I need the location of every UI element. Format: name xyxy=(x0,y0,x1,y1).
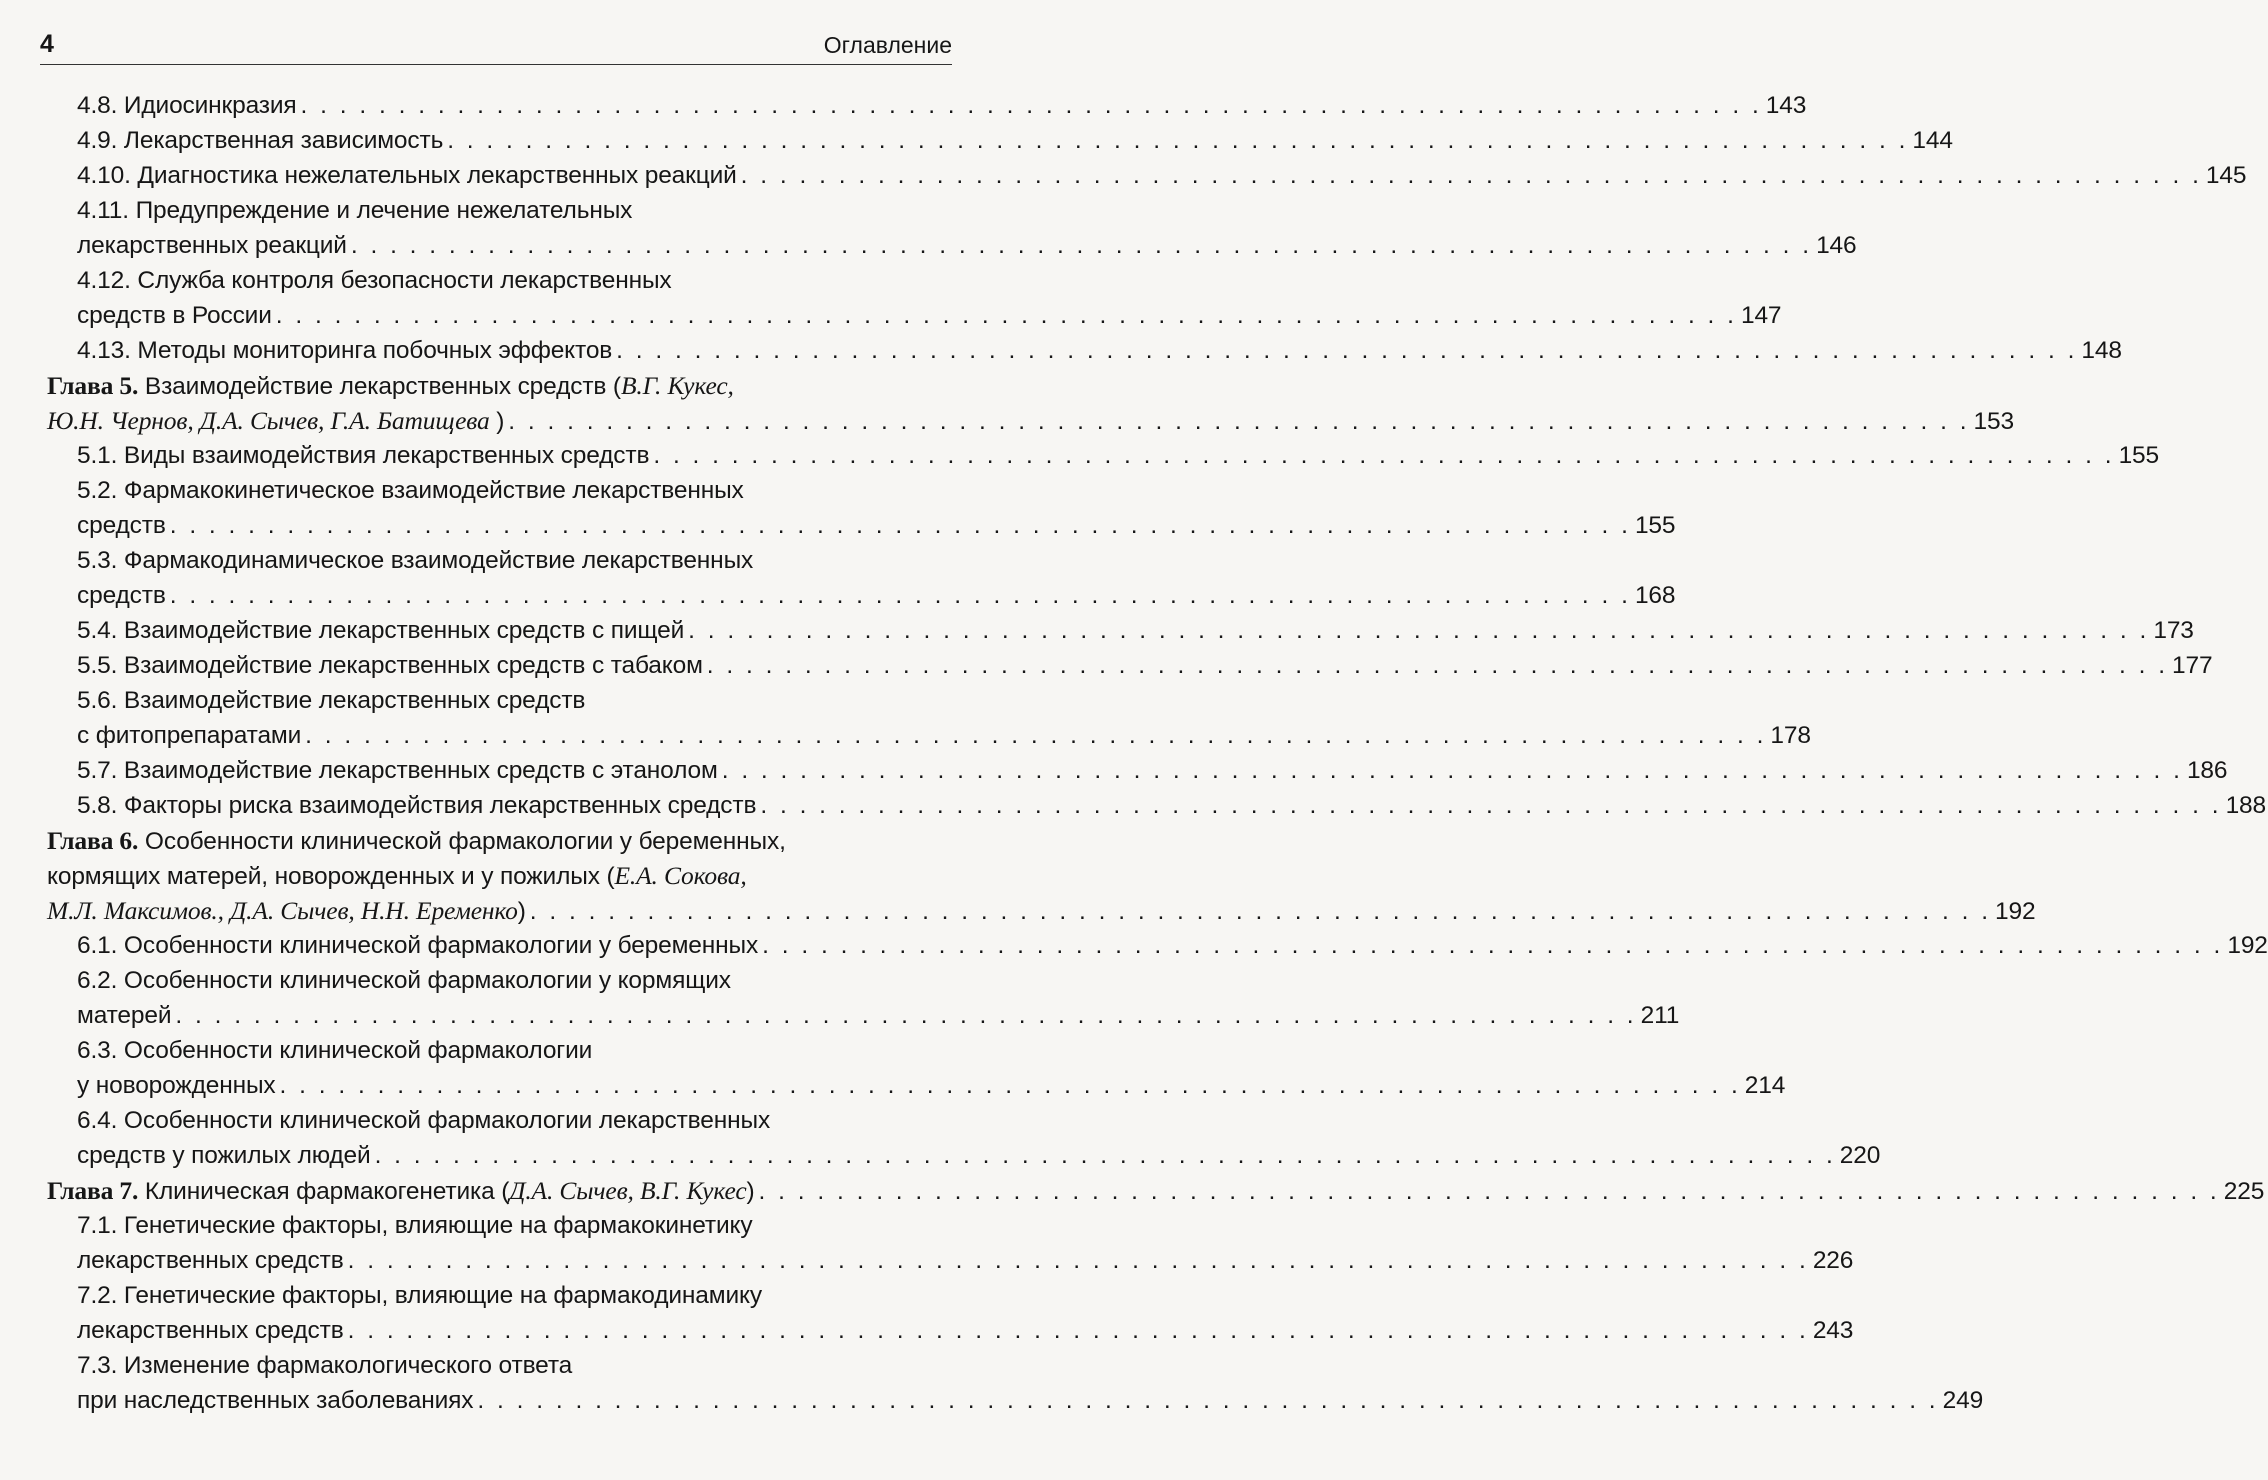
dot-leader: . . . . . . . . . . . . . . . . . . . . . . . . . . . . . . . . . . . . . . . . . . . . . . . . . . . . . . . . . . . . . . . . . . . . . . . . . . . xyxy=(616,337,2078,364)
toc-entry xyxy=(0,613,2194,648)
toc-chapter-continuation xyxy=(0,858,1000,893)
toc-page-number: 155 xyxy=(1634,512,1676,539)
toc-page-number: 147 xyxy=(1740,302,1782,329)
chapter-title-cont xyxy=(47,403,504,439)
toc-entry-continuation xyxy=(0,228,1857,263)
toc-entry xyxy=(0,928,2268,963)
chapter-paren: ) xyxy=(746,1178,755,1205)
chapter-paren: ) xyxy=(517,898,526,925)
toc-entry-title: 4.13. Методы мониторинга побочных эффектов xyxy=(77,337,613,364)
running-header xyxy=(40,30,952,65)
toc-entry-title: 5.8. Факторы риска взаимодействия лекарственных средств xyxy=(77,792,757,819)
dot-leader: . . . . . . . . . . . . . . . . . . . . . . . . . . . . . . . . . . . . . . . . . . . . . . . . . . . . . . . . . . . . . . . . . . . . . . . . . . . xyxy=(688,617,2150,644)
dot-leader: . . . . . . . . . . . . . . . . . . . . . . . . . . . . . . . . . . . . . . . . . . . . . . . . . . . . . . . . . . . . . . . . . . . . . . . . . . . xyxy=(762,932,2224,959)
dot-leader: . . . . . . . . . . . . . . . . . . . . . . . . . . . . . . . . . . . . . . . . . . . . . . . . . . . . . . . . . . . . . . . . . . . . . . . . . . . xyxy=(300,92,1762,119)
toc-entry xyxy=(0,333,2122,368)
toc-entry-title: 4.12. Служба контроля безопасности лекарственных xyxy=(77,267,672,294)
toc-page-number: 214 xyxy=(1744,1072,1786,1099)
toc-entry-title-cont: лекарственных средств xyxy=(77,1317,344,1344)
toc-page-number: 173 xyxy=(2153,617,2194,644)
dot-leader: . . . . . . . . . . . . . . . . . . . . . . . . . . . . . . . . . . . . . . . . . . . . . . . . . . . . . . . . . . . . . . . . . . . . . . . . . . . xyxy=(374,1142,1836,1169)
toc-entry-title: 4.11. Предупреждение и лечение нежелательных xyxy=(77,197,633,224)
dot-leader: . . . . . . . . . . . . . . . . . . . . . . . . . . . . . . . . . . . . . . . . . . . . . . . . . . . . . . . . . . . . . . . . . . . . . . . . . . . xyxy=(447,127,1909,154)
toc-entry-title: 6.2. Особенности клинической фармакологии у кормящих xyxy=(77,967,731,994)
running-title: Оглавление xyxy=(823,32,952,58)
toc-entry-continuation xyxy=(0,298,1782,333)
toc-entry-title: 4.9. Лекарственная зависимость xyxy=(77,127,444,154)
toc-page-number: 188 xyxy=(2225,792,2267,819)
toc-entry xyxy=(0,1278,1000,1313)
toc-page-number: 211 xyxy=(1640,1002,1680,1029)
toc-entry-continuation xyxy=(0,1243,1854,1278)
chapter-authors: М.Л. Максимов., Д.А. Сычев, Н.Н. Еременко xyxy=(47,896,518,925)
dot-leader: . . . . . . . . . . . . . . . . . . . . . . . . . . . . . . . . . . . . . . . . . . . . . . . . . . . . . . . . . . . . . . . . . . . . . . . . . . . xyxy=(347,1317,1809,1344)
toc-entry xyxy=(0,1348,1000,1383)
toc-entry-continuation xyxy=(0,998,1680,1033)
toc-entry-continuation xyxy=(0,1383,1984,1418)
toc-page-number: 186 xyxy=(2186,757,2228,784)
toc-entry-continuation xyxy=(0,508,1676,543)
toc-entry-title: 5.3. Фармакодинамическое взаимодействие лекарственных xyxy=(77,547,754,574)
chapter-title: Особенности клинической фармакологии у беременных, xyxy=(144,828,786,855)
dot-leader: . . . . . . . . . . . . . . . . . . . . . . . . . . . . . . . . . . . . . . . . . . . . . . . . . . . . . . . . . . . . . . . . . . . . . . . . . . . xyxy=(760,792,2222,819)
toc-entry-title-cont: у новорожденных xyxy=(77,1072,276,1099)
toc-entry-title: 7.1. Генетические факторы, влияющие на фармакокинетику xyxy=(77,1212,753,1239)
chapter-title-cont: кормящих матерей, новорожденных и у пожилых ( xyxy=(47,863,615,890)
dot-leader: . . . . . . . . . . . . . . . . . . . . . . . . . . . . . . . . . . . . . . . . . . . . . . . . . . . . . . . . . . . . . . . . . . . . . . . . . . . xyxy=(740,162,2202,189)
toc-entry-continuation xyxy=(0,718,1811,753)
dot-leader: . . . . . . . . . . . . . . . . . . . . . . . . . . . . . . . . . . . . . . . . . . . . . . . . . . . . . . . . . . . . . . . . . . . . . . . . . . . xyxy=(758,1178,2220,1205)
toc-entry xyxy=(0,963,1000,998)
toc-entry xyxy=(0,1033,1000,1068)
toc-entry-title: 5.4. Взаимодействие лекарственных средств с пищей xyxy=(77,617,685,644)
dot-leader: . . . . . . . . . . . . . . . . . . . . . . . . . . . . . . . . . . . . . . . . . . . . . . . . . . . . . . . . . . . . . . . . . . . . . . . . . . . xyxy=(279,1072,1741,1099)
dot-leader: . . . . . . . . . . . . . . . . . . . . . . . . . . . . . . . . . . . . . . . . . . . . . . . . . . . . . . . . . . . . . . . . . . . . . . . . . . . xyxy=(653,442,2115,469)
toc-entry-title-cont: лекарственных реакций xyxy=(77,232,347,259)
toc-page-number: 146 xyxy=(1816,232,1857,259)
chapter-title-text: Клиническая фармакогенетика ( xyxy=(144,1178,510,1205)
toc-entry-title-cont: средств xyxy=(77,512,166,539)
toc-page-number: 144 xyxy=(1912,127,1953,154)
toc-page-number: 220 xyxy=(1839,1142,1881,1169)
chapter-title-cont xyxy=(47,893,526,929)
toc-entry xyxy=(0,753,2228,788)
dot-leader: . . . . . . . . . . . . . . . . . . . . . . . . . . . . . . . . . . . . . . . . . . . . . . . . . . . . . . . . . . . . . . . . . . . . . . . . . . . xyxy=(169,582,1631,609)
dot-leader: . . . . . . . . . . . . . . . . . . . . . . . . . . . . . . . . . . . . . . . . . . . . . . . . . . . . . . . . . . . . . . . . . . . . . . . . . . . xyxy=(305,722,1767,749)
toc-page-number: 155 xyxy=(2118,442,2159,469)
toc-entry-title: 5.2. Фармакокинетическое взаимодействие лекарственных xyxy=(77,477,744,504)
dot-leader: . . . . . . . . . . . . . . . . . . . . . . . . . . . . . . . . . . . . . . . . . . . . . . . . . . . . . . . . . . . . . . . . . . . . . . . . . . . xyxy=(275,302,1737,329)
dot-leader: . . . . . . . . . . . . . . . . . . . . . . . . . . . . . . . . . . . . . . . . . . . . . . . . . . . . . . . . . . . . . . . . . . . . . . . . . . . xyxy=(706,652,2169,679)
toc-entry-title-cont: при наследственных заболеваниях xyxy=(77,1387,474,1414)
toc-entry-title: 5.6. Взаимодействие лекарственных средств xyxy=(77,687,586,714)
toc-entry-title-cont: матерей xyxy=(77,1002,172,1029)
chapter-label: Глава 7. xyxy=(47,1176,139,1205)
toc-page-number: 178 xyxy=(1770,722,1811,749)
toc-page-number: 249 xyxy=(1942,1387,1984,1414)
toc-entry xyxy=(0,648,2213,683)
toc-entry xyxy=(0,1208,1000,1243)
toc-page-number: 153 xyxy=(1973,408,2014,435)
dot-leader: . . . . . . . . . . . . . . . . . . . . . . . . . . . . . . . . . . . . . . . . . . . . . . . . . . . . . . . . . . . . . . . . . . . . . . . . . . . xyxy=(508,408,1970,435)
toc-page-number: 192 xyxy=(1995,898,2036,925)
dot-leader: . . . . . . . . . . . . . . . . . . . . . . . . . . . . . . . . . . . . . . . . . . . . . . . . . . . . . . . . . . . . . . . . . . . . . . . . . . . xyxy=(169,512,1631,539)
chapter-authors: Ю.Н. Чернов, Д.А. Сычев, Г.А. Батищева xyxy=(47,406,490,435)
toc-chapter xyxy=(0,1173,2265,1208)
chapter-title xyxy=(47,1173,755,1209)
toc-entry-title: 5.1. Виды взаимодействия лекарственных средств xyxy=(77,442,650,469)
toc-entry-title-cont: средств xyxy=(77,582,166,609)
toc-entry-title: 4.10. Диагностика нежелательных лекарственных реакций xyxy=(77,162,737,189)
toc-page-number: 145 xyxy=(2205,162,2247,189)
table-of-contents xyxy=(0,88,2268,1418)
toc-entry-title: 4.8. Идиосинкразия xyxy=(77,92,297,119)
dot-leader: . . . . . . . . . . . . . . . . . . . . . . . . . . . . . . . . . . . . . . . . . . . . . . . . . . . . . . . . . . . . . . . . . . . . . . . . . . . xyxy=(175,1002,1637,1029)
toc-entry xyxy=(0,473,1000,508)
dot-leader: . . . . . . . . . . . . . . . . . . . . . . . . . . . . . . . . . . . . . . . . . . . . . . . . . . . . . . . . . . . . . . . . . . . . . . . . . . . xyxy=(347,1247,1809,1274)
toc-entry-title: 6.4. Особенности клинической фармакологии лекарственных xyxy=(77,1107,771,1134)
toc-chapter xyxy=(0,823,1000,858)
toc-entry-continuation xyxy=(0,578,1676,613)
chapter-label: Глава 6. xyxy=(47,826,139,855)
toc-entry-continuation xyxy=(0,1313,1854,1348)
toc-entry xyxy=(0,1103,1000,1138)
toc-entry xyxy=(0,88,1807,123)
toc-page-number: 148 xyxy=(2081,337,2122,364)
chapter-authors: Д.А. Сычев, В.Г. Кукес xyxy=(509,1176,747,1205)
toc-entry xyxy=(0,123,1953,158)
toc-entry-title: 7.3. Изменение фармакологического ответа xyxy=(77,1352,573,1379)
toc-entry-title: 6.3. Особенности клинической фармакологии xyxy=(77,1037,593,1064)
page-number: 4 xyxy=(40,30,54,58)
toc-page-number: 143 xyxy=(1765,92,1807,119)
toc-entry-continuation xyxy=(0,1068,1786,1103)
toc-entry-continuation xyxy=(0,1138,1881,1173)
toc-chapter-continuation xyxy=(0,403,2014,438)
chapter-authors: В.Г. Кукес, xyxy=(620,371,734,400)
toc-page-number: 226 xyxy=(1812,1247,1854,1274)
toc-entry-title-cont: средств в России xyxy=(77,302,272,329)
toc-page-number: 192 xyxy=(2227,932,2268,959)
chapter-label: Глава 5. xyxy=(47,371,139,400)
toc-page-number: 225 xyxy=(2223,1178,2265,1205)
toc-entry xyxy=(0,158,2247,193)
toc-entry-title: 6.1. Особенности клинической фармакологии у беременных xyxy=(77,932,759,959)
dot-leader: . . . . . . . . . . . . . . . . . . . . . . . . . . . . . . . . . . . . . . . . . . . . . . . . . . . . . . . . . . . . . . . . . . . . . . . . . . . xyxy=(529,898,1992,925)
toc-entry xyxy=(0,543,1000,578)
toc-entry xyxy=(0,788,2267,823)
toc-entry xyxy=(0,683,1000,718)
chapter-paren: ) xyxy=(489,408,505,435)
toc-page-number: 168 xyxy=(1634,582,1676,609)
toc-entry-title-cont: средств у пожилых людей xyxy=(77,1142,371,1169)
toc-page-number: 177 xyxy=(2172,652,2213,679)
toc-chapter-continuation xyxy=(0,893,2036,928)
dot-leader: . . . . . . . . . . . . . . . . . . . . . . . . . . . . . . . . . . . . . . . . . . . . . . . . . . . . . . . . . . . . . . . . . . . . . . . . . . . xyxy=(721,757,2183,784)
toc-page-number: 243 xyxy=(1812,1317,1854,1344)
toc-entry xyxy=(0,263,1000,298)
toc-entry xyxy=(0,193,1000,228)
dot-leader: . . . . . . . . . . . . . . . . . . . . . . . . . . . . . . . . . . . . . . . . . . . . . . . . . . . . . . . . . . . . . . . . . . . . . . . . . . . xyxy=(350,232,1813,259)
toc-entry-title: 7.2. Генетические факторы, влияющие на фармакодинамику xyxy=(77,1282,762,1309)
toc-entry-title: 5.7. Взаимодействие лекарственных средств с этанолом xyxy=(77,757,718,784)
toc-entry xyxy=(0,438,2159,473)
chapter-title: Взаимодействие лекарственных средств ( xyxy=(144,373,621,400)
toc-entry-title: 5.5. Взаимодействие лекарственных средств с табаком xyxy=(77,652,703,679)
toc-entry-title-cont: лекарственных средств xyxy=(77,1247,344,1274)
toc-entry-title-cont: с фитопрепаратами xyxy=(77,722,302,749)
dot-leader: . . . . . . . . . . . . . . . . . . . . . . . . . . . . . . . . . . . . . . . . . . . . . . . . . . . . . . . . . . . . . . . . . . . . . . . . . . . xyxy=(477,1387,1939,1414)
chapter-authors: Е.А. Сокова, xyxy=(614,861,747,890)
toc-chapter xyxy=(0,368,1000,403)
